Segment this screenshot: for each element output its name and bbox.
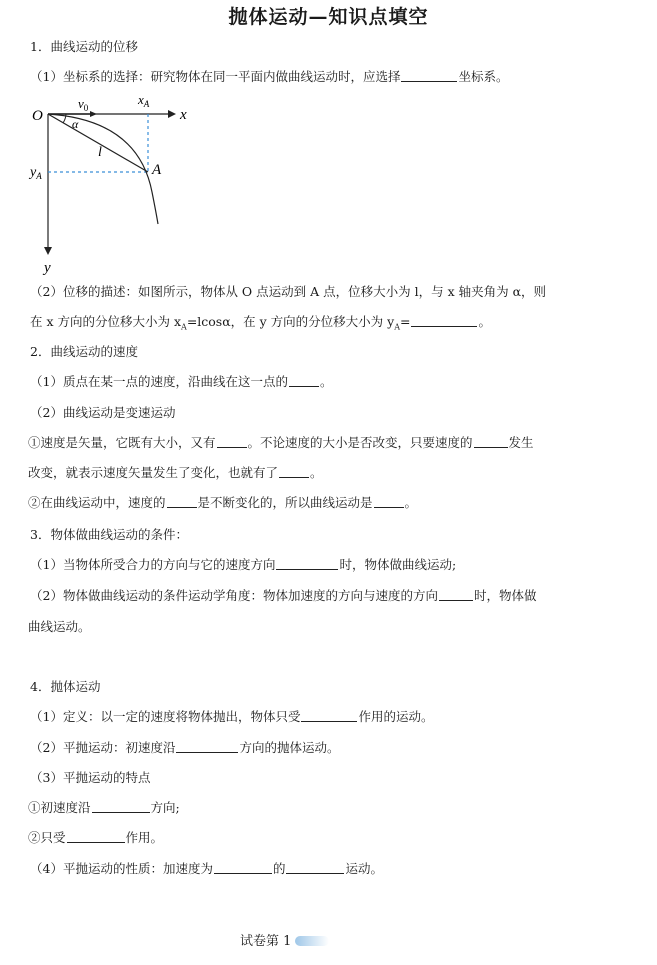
alpha-label: α — [72, 117, 79, 131]
s1-question-2: （2）位移的描述：如图所示，物体从 O 点运动到 A 点，位移大小为 l，与 x 轴夹角为 α，则 — [30, 284, 547, 299]
y-axis-label: y — [44, 260, 51, 276]
answer-blank[interactable] — [301, 709, 357, 722]
s4-question-3: （3）平抛运动的特点 — [30, 770, 151, 785]
s4-point-1: ①初速度沿 方向; — [28, 800, 180, 815]
s4-question-1: （1）定义：以一定的速度将物体抛出，物体只受 作用的运动。 — [30, 709, 434, 724]
l-label: l — [98, 145, 102, 160]
page-title: 抛体运动—知识点填空 — [228, 6, 429, 28]
answer-blank[interactable] — [217, 435, 247, 448]
s3-question-1: （1）当物体所受合力的方向与它的速度方向 时，物体做曲线运动; — [30, 557, 457, 572]
answer-blank[interactable] — [289, 374, 319, 387]
s3-question-2: （2）物体做曲线运动的条件运动学角度：物体加速度的方向与速度的方向 时，物体做 — [30, 588, 537, 603]
point-A-label: A — [152, 162, 162, 178]
answer-blank[interactable] — [276, 557, 338, 570]
yA-label: $y_A$ — [30, 165, 42, 181]
s4-question-2: （2）平抛运动：初速度沿 方向的抛体运动。 — [30, 740, 340, 755]
x-axis-label: x — [180, 107, 187, 123]
page-footer: 试卷第 1 — [240, 930, 329, 949]
s1-question-2-cont: 在 x 方向的分位移大小为 $x_A=lcos\alpha$，在 y 方向的分位移大小为 $y_A=$ 。 — [30, 314, 491, 332]
answer-blank[interactable] — [374, 495, 404, 508]
s4-question-4: （4）平抛运动的性质：加速度为 的 运动。 — [30, 861, 383, 876]
answer-blank[interactable] — [411, 314, 477, 327]
answer-blank[interactable] — [92, 800, 150, 813]
xA-label: $x_A$ — [138, 92, 150, 109]
page-number-smudge — [295, 936, 329, 946]
s2-point-2: ②在曲线运动中，速度的 是不断变化的，所以曲线运动是 。 — [28, 495, 418, 510]
answer-blank[interactable] — [176, 740, 238, 753]
answer-blank[interactable] — [286, 861, 344, 874]
displacement-diagram — [28, 92, 208, 282]
answer-blank[interactable] — [214, 861, 272, 874]
s2-point-1: ①速度是矢量，它既有大小，又有 。不论速度的大小是否改变，只要速度的 发生 — [28, 435, 534, 450]
section-3-heading: 3．物体做曲线运动的条件： — [30, 527, 188, 542]
answer-blank[interactable] — [401, 69, 457, 82]
section-1-heading: 1．曲线运动的位移 — [30, 39, 138, 54]
s2-question-2: （2）曲线运动是变速运动 — [30, 405, 176, 420]
answer-blank[interactable] — [474, 435, 508, 448]
answer-blank[interactable] — [67, 830, 125, 843]
s3-question-2-cont: 曲线运动。 — [28, 619, 91, 634]
s2-point-1-cont: 改变，就表示速度矢量发生了变化，也就有了 。 — [28, 465, 323, 480]
origin-label: O — [32, 108, 43, 124]
v0-label: $v_0$ — [78, 96, 89, 113]
answer-blank[interactable] — [439, 588, 473, 601]
section-2-heading: 2．曲线运动的速度 — [30, 344, 138, 359]
s4-point-2: ②只受 作用。 — [28, 830, 164, 845]
answer-blank[interactable] — [279, 465, 309, 478]
answer-blank[interactable] — [167, 495, 197, 508]
section-4-heading: 4．抛体运动 — [30, 679, 101, 694]
s2-question-1: （1）质点在某一点的速度，沿曲线在这一点的 。 — [30, 374, 333, 389]
s1-question-1: （1）坐标系的选择：研究物体在同一平面内做曲线运动时，应选择 坐标系。 — [30, 69, 509, 84]
